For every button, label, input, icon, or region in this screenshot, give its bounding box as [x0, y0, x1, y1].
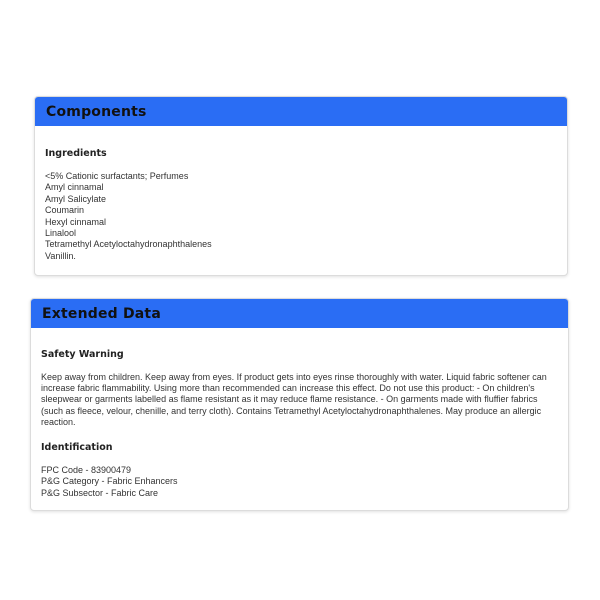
components-body [35, 126, 567, 262]
identification-item: P&G Subsector - Fabric Care [41, 487, 159, 498]
components-card [34, 96, 568, 276]
extended-data-card [30, 298, 569, 511]
ingredients-list [45, 171, 557, 262]
identification-item: P&G Category - Fabric Enhancers [41, 476, 178, 487]
ingredient-item: Coumarin [45, 205, 85, 216]
ingredient-item: Hexyl cinnamal [45, 216, 107, 227]
extended-data-title: Extended Data [42, 305, 161, 322]
ingredients-heading: Ingredients [45, 148, 107, 159]
extended-data-body [31, 328, 568, 499]
components-header [35, 97, 567, 126]
safety-warning-heading: Safety Warning [41, 349, 124, 360]
identification-list [41, 465, 558, 499]
ingredient-item: Linalool [45, 228, 77, 239]
ingredient-item: Vanillin. [45, 250, 76, 261]
identification-item: FPC Code - 83900479 [41, 465, 132, 476]
components-title: Components [46, 103, 147, 120]
ingredient-item: Tetramethyl Acetyloctahydronaphthalenes [45, 239, 212, 250]
safety-warning-text: Keep away from children. Keep away from eyes. If product gets into eyes rinse thoroughly with water. Liquid fabric softener can increase fabric flammability. Using more than recommended can increase this effect. Do not use this product: - On children's sleepwear or garments labelled as flame resistant as it may reduce flame resistance. - On garments made with fluffier fabrics (such as fleece, velour, chenille, and terry cloth). Contains Tetramethyl Acetyloctahydronaphthalenes. May produce an allergic reaction. [41, 372, 547, 427]
extended-data-header [31, 299, 568, 328]
ingredient-item: <5% Cationic surfactants; Perfumes [45, 171, 189, 181]
ingredient-item: Amyl cinnamal [45, 182, 104, 193]
section-spacer [41, 428, 558, 442]
identification-heading: Identification [41, 442, 113, 454]
ingredient-item: Amyl Salicylate [45, 193, 107, 204]
